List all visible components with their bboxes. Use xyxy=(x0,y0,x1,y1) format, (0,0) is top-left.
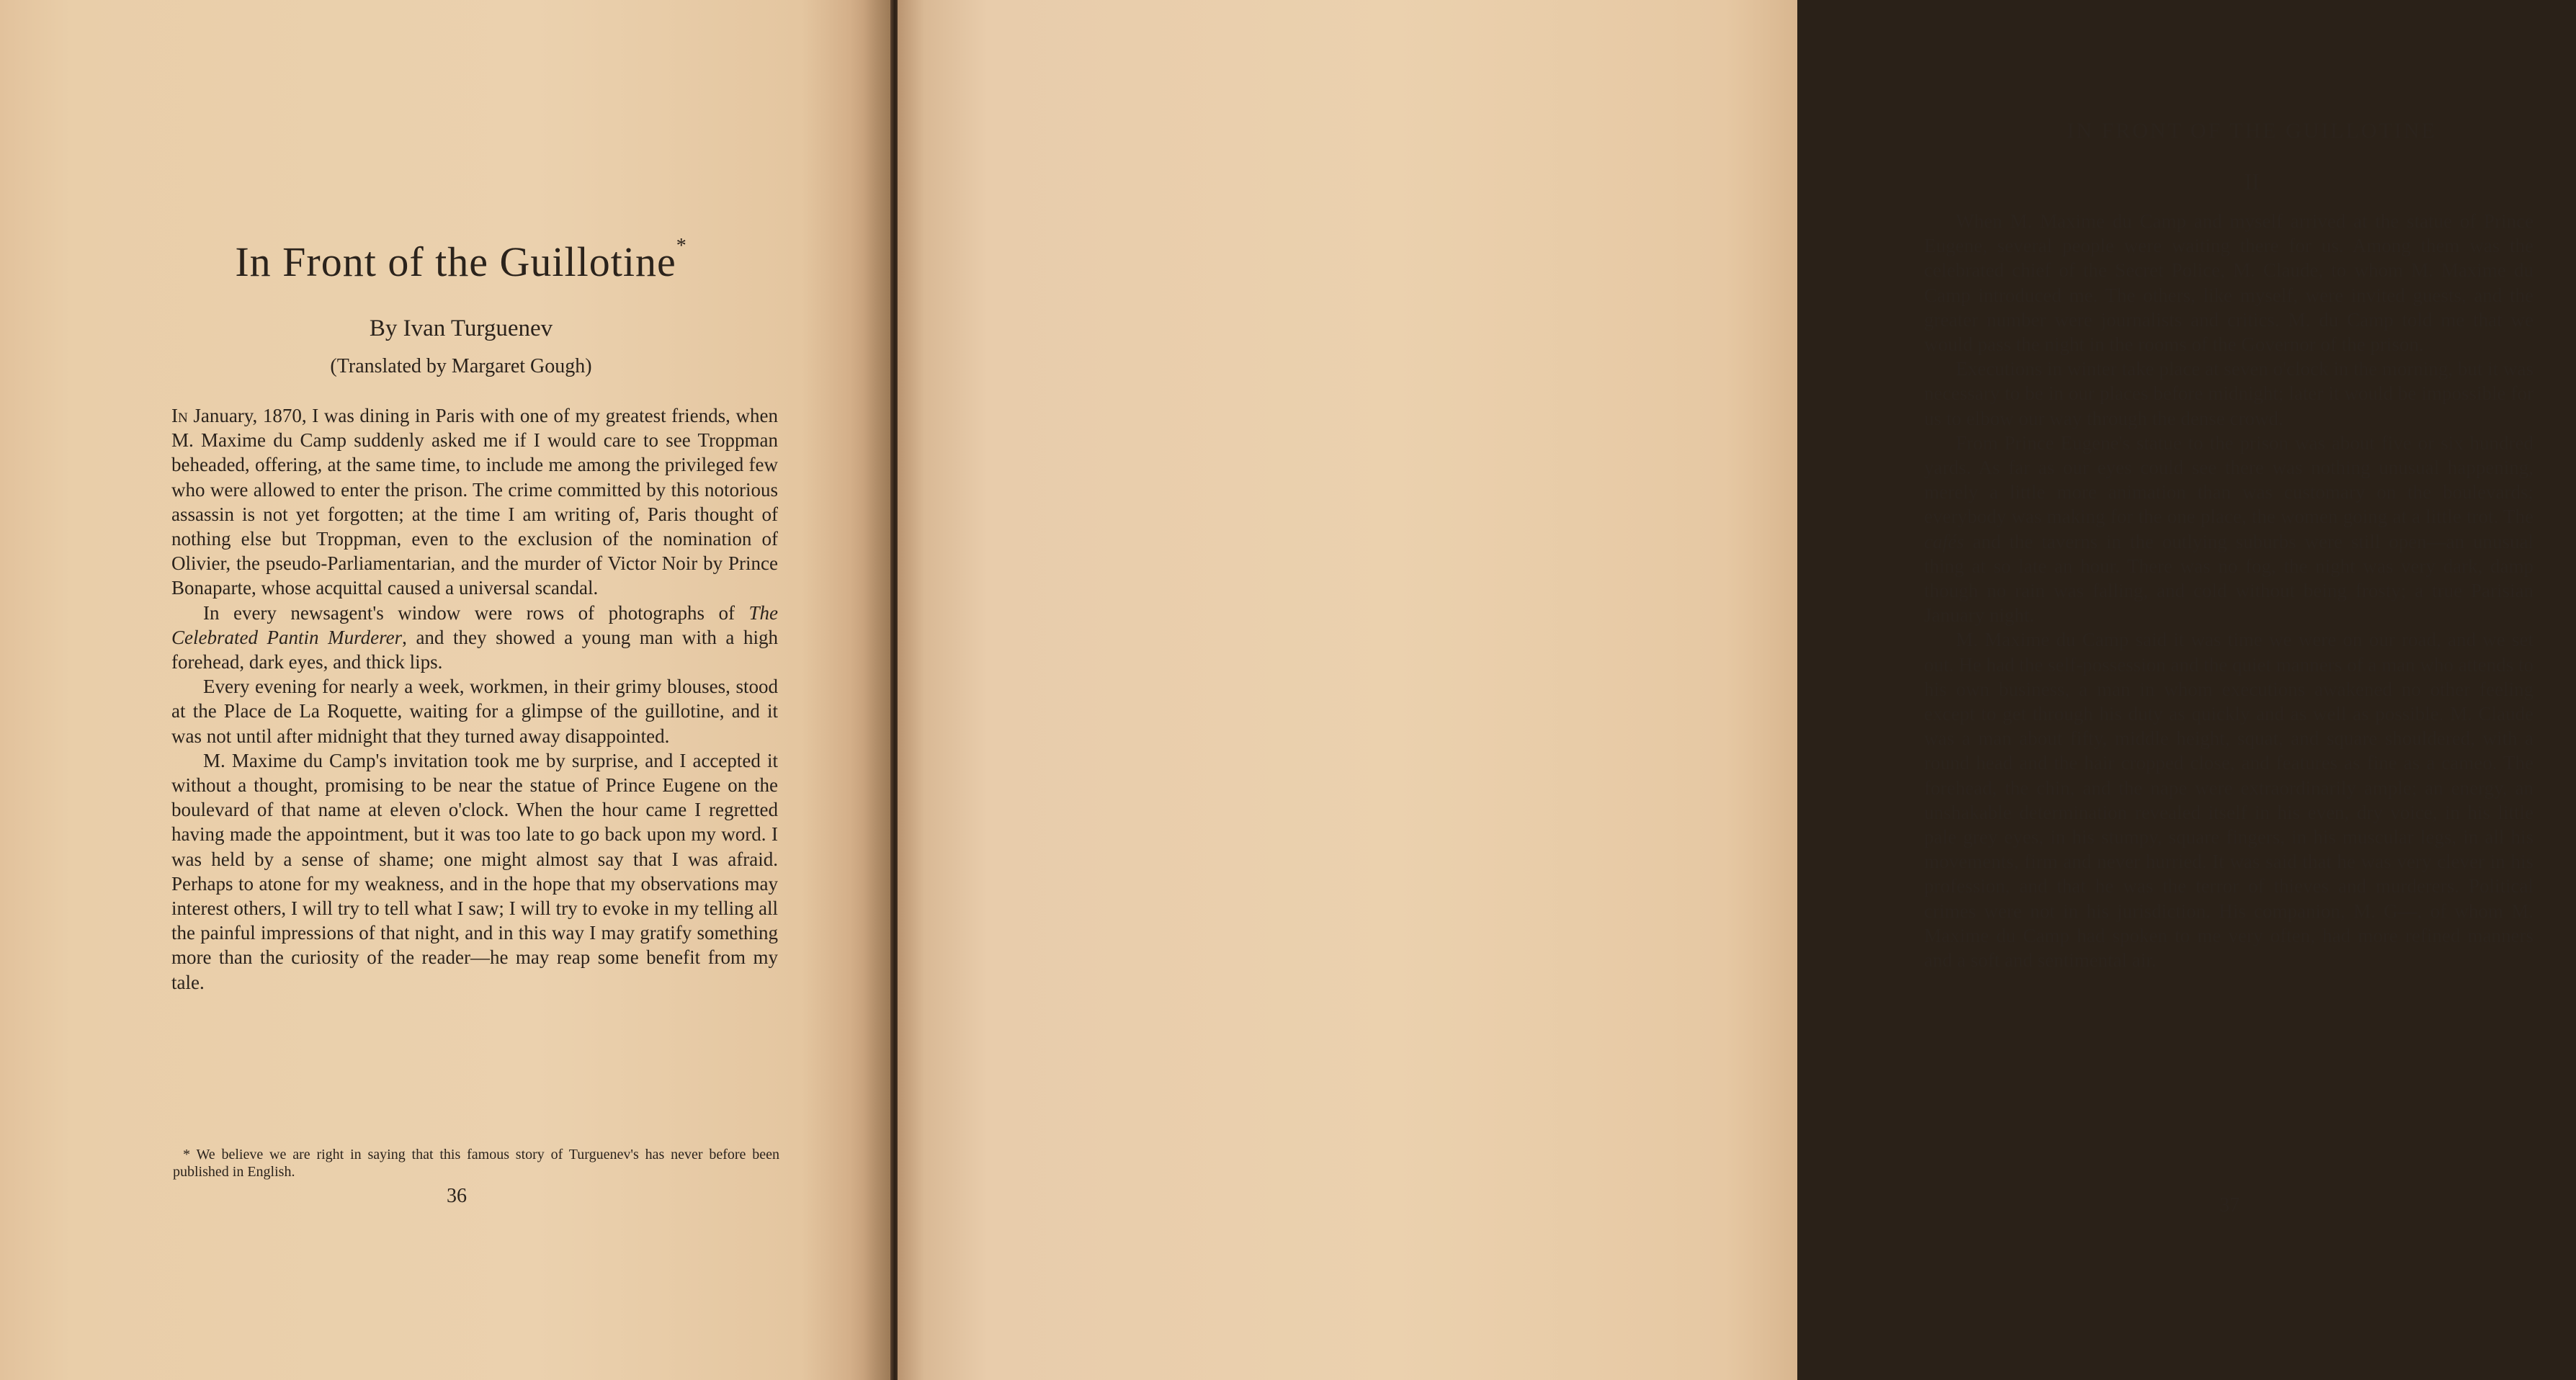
title-footnote-mark: * xyxy=(676,235,687,257)
section-number: II xyxy=(2244,169,2260,194)
page-number: 36 xyxy=(447,1185,467,1207)
paragraph: M. Maxime du Camp said it was time we were on our road, and we set out. He had the self-possession and the quiet manners of a man who attends to his own business, a man in whom executions awakened no other feeling except to get through his duty as quickly and as well as possible. M. Claude was a man about fifty, middle height, squat, and square shouldered, with a round head and the hair cropped close, and features as fine as a cameo. The forehead, the chin, and the nape were extraordinarily ample; an energy, an unshakable determination revealed itself in his even, dry voice, in his little pale grey eyes, in his stumpy, square fingers, in his muscular legs, in all his movements, firm and never hurried. It was said that he was very clever in his profession, and that he was the terror of thieves and murderers. Political crimes were not in his jurisdiction. His companion, M. G—, of whom M. Maxime du Camp had spoken to me very often, had more refined manners and a soft and sentimental air. xyxy=(1924,629,2533,972)
right-body-text xyxy=(1924,209,2533,972)
footnote: * We believe we are right in saying that this famous story of Turguenev's has never before been published in English. xyxy=(173,1147,779,1180)
paragraph: M. Maxime du Camp's invitation took me by surprise, and I accepted it without a thought, promising to be near the statue of Prince Eugene on the boulevard of that name at eleven o'clock. When the hour came I regretted having made the appointment, but it was too late to go back upon my word. I was held by a sense of shame; one might almost say that I was afraid. Perhaps to atone for my weakness, and in the hope that my observations may interest others, I will try to tell what I saw; I will try to evoke in my telling all the painful impressions of that night, and in this way I may gratify something more than the curiosity of the reader—he may reap some benefit from my tale. xyxy=(171,749,778,993)
paragraph: Executions in winter take place at seven o'clock in the morning, but it was necessary to be in our places before midnight; later it would be impossible for us to elbow our way through the dense crowd. xyxy=(1924,358,2533,429)
story-title xyxy=(137,235,785,286)
paragraph: From Prince Eugene's statue to the prison was about five or six hundred yards. As far as our eyes could see there was nothing unusual happening, merely a little more animation than was customary on the boulevards; everybody was making for the one place, the women going at a little trot. The cafés and the taverns in the outlying suburbs were still open—an unusual thing at so late an hour. There was no fog, the night was very dark, damp though no rain was falling, and cold without being frosty; a true Parisian January night. xyxy=(1924,431,2533,627)
paragraph: In every newsagent's window were rows of photographs of The Celebrated Pantin Murderer, and they showed a young man with a high forehead, dark eyes, and thick lips. xyxy=(171,601,778,673)
paragraph: Every evening for nearly a week, workmen, in their grimy blouses, stood at the Place de La Roquette, waiting for a glimpse of the guillotine, and it was not until after midnight that they turned away disappointed. xyxy=(171,676,778,747)
left-page xyxy=(0,0,892,1380)
drop-lead: In xyxy=(171,405,188,426)
translator-credit: (Translated by Margaret Gough) xyxy=(330,355,592,377)
paragraph: When M. Maxime du Camp and myself arrived at the statue of Prince Eugene, several people were waiting there for us. Among them was the celebrated chief of the Secret Police, M. Claude, to whom M. Maxime du Camp introduced me. The others, like myself, were invited guests, and the greater number were journalists and critics. M. du Camp told me that we would pass the night in the rooms of the Governor of the prison. xyxy=(1924,210,2533,356)
paragraph: In January, 1870, I was dining in Paris with one of my greatest friends, when M. Maxime du Camp suddenly asked me if I would care to see Troppman beheaded, offering, at the same time, to include me among the privileged few who were allowed to enter the prison. The crime committed by this notorious assassin is not yet forgotten; at the time I am writing of, Paris thought of nothing else but Troppman, even to the exclusion of the nomination of Olivier, the pseudo-Parliamentarian, and the murder of Victor Noir by Prince Bonaparte, whose acquittal caused a universal scandal. xyxy=(171,405,778,599)
page-number: 37 xyxy=(2219,1194,2240,1217)
running-head: IN FRONT OF THE GUILLOTINE xyxy=(2067,119,2437,143)
italic-title: The Celebrated Pantin Murderer xyxy=(171,601,778,648)
italic-word: cafés xyxy=(1924,530,1964,552)
left-body-text xyxy=(171,403,778,995)
right-page xyxy=(898,0,2533,1380)
story-title-text: In Front of the Guillotine xyxy=(235,238,676,285)
author-byline: By Ivan Turguenev xyxy=(369,315,553,341)
